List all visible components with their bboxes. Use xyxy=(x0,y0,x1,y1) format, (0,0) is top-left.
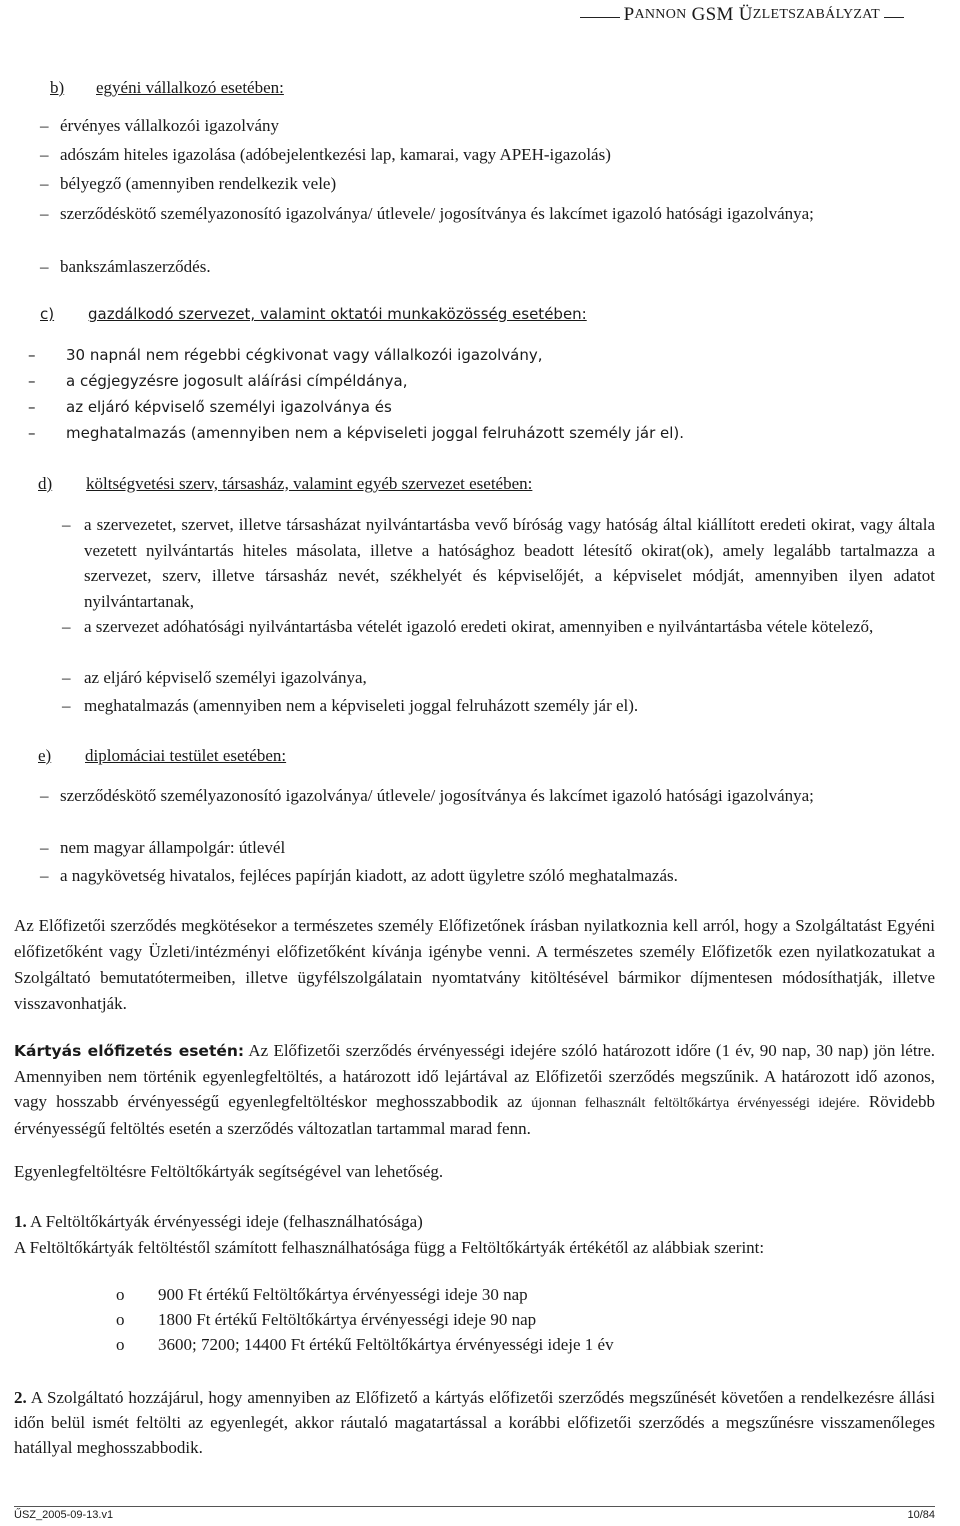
list-item xyxy=(28,421,928,445)
list-item-text: 900 Ft értékű Feltöltőkártya érvényességi ideje 30 nap xyxy=(158,1285,528,1304)
list-item-text: adószám hiteles igazolása (adóbejelentkezési lap, kamarai, vagy APEH-igazolás) xyxy=(60,145,611,164)
dash-marker: – xyxy=(40,257,49,276)
list-item-text: nem magyar állampolgár: útlevél xyxy=(60,838,286,857)
dash-marker: – xyxy=(62,617,71,636)
dash-marker: – xyxy=(28,372,36,390)
header-title-zletszab: ZLETSZABÁLYZAT xyxy=(752,7,880,22)
section-c-label: c) xyxy=(40,305,55,323)
list-item-text: szerződéskötő személyazonosító igazolványa/ útlevele/ jogosítványa és lakcímet igazoló hatósági igazolványa; xyxy=(60,204,814,223)
list-item xyxy=(40,836,935,860)
point-1-text: A Feltöltőkártyák feltöltéstől számított felhasználhatósága függ a Feltöltőkártyák értékétől az alábbiak szerint: xyxy=(14,1238,765,1257)
point-2-text: A Szolgáltató hozzájárul, hogy amennyiben az Előfizető a kártyás előfizetői szerződés megszűnését követően a rendelkezésre állási időn belül ismét feltölti az egyenlegét, akkor ráutaló magatartással a korábbi előfizetői szerződés a megszűnésre visszamenőleges hatállyal meghosszabbodik. xyxy=(14,1388,935,1457)
list-item-text: bankszámlaszerződés. xyxy=(60,257,211,276)
subscriber-declaration-paragraph: Az Előfizetői szerződés megkötésekor a természetes személy Előfizetőnek írásban nyilatkoznia kell arról, hogy a Szolgáltatást Egyéni előfizetőként vagy Üzleti/intézményi előfizetőként kívánja igénybe venni. A természetes személy Előfizetők ezen nyilatkozatukat a Szolgáltató bemutatótermeiben, illetve ügyfélszolgálatain nyomtatvány kitöltésével bármikor díjmentesen módosíthatják, illetve visszavonhatják. xyxy=(14,916,935,1013)
list-item-text: az eljáró képviselő személyi igazolványa és xyxy=(66,398,392,416)
header-title-p: P xyxy=(623,4,635,25)
bullet-marker: o xyxy=(116,1310,125,1329)
bullet-marker: o xyxy=(116,1285,125,1304)
list-item xyxy=(28,369,928,393)
section-e-title: diplomáciai testület esetében: xyxy=(85,746,287,765)
footer-version: ŰSZ_2005-09-13.v1 xyxy=(14,1509,114,1521)
point-1-heading xyxy=(14,1210,935,1234)
section-d-label: d) xyxy=(38,474,53,493)
bullet-marker: o xyxy=(116,1335,125,1354)
header-rule-left xyxy=(580,17,620,18)
dash-marker: – xyxy=(28,424,36,442)
footer-divider xyxy=(14,1506,935,1507)
page-header xyxy=(580,3,904,27)
list-item xyxy=(28,395,928,419)
section-d-title: költségvetési szerv, társasház, valamint egyéb szervezet esetében: xyxy=(86,474,533,493)
header-title-annon: ANNON xyxy=(634,7,687,22)
list-item xyxy=(62,512,935,614)
point-2-paragraph xyxy=(14,1385,935,1460)
validity-list xyxy=(116,1283,614,1358)
list-item xyxy=(40,782,935,809)
list-item-text: meghatalmazás (amennyiben nem a képviseleti joggal felruházott személy jár el). xyxy=(66,424,685,442)
header-title-gsm: GSM xyxy=(686,4,739,25)
list-item xyxy=(62,666,935,690)
list-item-text: meghatalmazás (amennyiben nem a képviseleti joggal felruházott személy jár el). xyxy=(84,696,639,715)
dash-marker: – xyxy=(28,398,36,416)
dash-marker: – xyxy=(62,668,71,687)
dash-marker: – xyxy=(62,696,71,715)
dash-marker: – xyxy=(40,786,49,805)
list-item-text: 1800 Ft értékű Feltöltőkártya érvényességi ideje 90 nap xyxy=(158,1310,537,1329)
list-item-text: szerződéskötő személyazonosító igazolványa/ útlevele/ jogosítványa és lakcímet igazoló hatósági igazolványa; xyxy=(60,786,814,805)
list-item xyxy=(40,172,935,196)
list-item xyxy=(116,1283,614,1308)
footer-page-number: 10/84 xyxy=(907,1509,935,1521)
list-item-text: az eljáró képviselő személyi igazolványa, xyxy=(84,668,367,687)
list-item xyxy=(28,343,928,367)
list-item-text: a szervezetet, szervet, illetve társasházat nyilvántartásba vevő bíróság vagy hatóság által kiállított eredeti okirat, vagy általa vezetett nyilvántartás hiteles másolata, illetve a hatósághoz beadott létesítő okirat(ok), amely legalább tartalmazza a szervezet, szerv, illetve társasház nevét, székhelyét és képviselőjét, a képviselet módját, amennyiben ilyen adatot nyilvántartanak, xyxy=(84,515,935,611)
list-item xyxy=(40,864,935,888)
list-item-text: érvényes vállalkozói igazolvány xyxy=(60,116,280,135)
list-item xyxy=(40,255,935,279)
section-b-label: b) xyxy=(50,78,65,97)
header-title-u: Ü xyxy=(738,4,753,25)
list-item xyxy=(116,1308,614,1333)
list-item xyxy=(62,614,935,640)
prepaid-text-2: Rövidebb érvényességű feltöltés esetén a szerződés változatlan tartammal marad fenn. xyxy=(14,1092,935,1138)
prepaid-subscription-paragraph xyxy=(14,1038,935,1141)
dash-marker: – xyxy=(40,145,49,164)
dash-marker: – xyxy=(40,116,49,135)
section-e-label: e) xyxy=(38,746,52,765)
point-2-number: 2. xyxy=(14,1388,27,1407)
point-1-title: A Feltöltőkártyák érvényességi ideje (felhasználhatósága) xyxy=(26,1212,423,1231)
dash-marker: – xyxy=(40,838,49,857)
section-d-heading xyxy=(38,472,532,496)
list-item-text: 3600; 7200; 14400 Ft értékű Feltöltőkártya érvényességi ideje 1 év xyxy=(158,1335,614,1354)
list-item xyxy=(116,1333,614,1358)
dash-marker: – xyxy=(40,866,49,885)
dash-marker: – xyxy=(40,174,49,193)
prepaid-heading: Kártyás előfizetés esetén: xyxy=(14,1042,245,1060)
list-item xyxy=(40,114,935,138)
section-c-title: gazdálkodó szervezet, valamint oktatói munkaközösség esetében: xyxy=(88,305,587,323)
list-item-text: a szervezet adóhatósági nyilvántartásba vételét igazoló eredeti okirat, amennyiben e nyilvántartásba vétele kötelező, xyxy=(84,617,874,636)
prepaid-text-1: Az Előfizetői szerződés érvényességi idejére szóló határozott időre (1 év, 90 nap, 30 nap) jön létre. Amennyiben nem történik egyenlegfeltöltés, a határozott idő lejártával az Előfizetői szerződés megszűnik. A határozott idő azonos, vagy hosszabb érvényességű egyenlegfeltöltéskor meghosszabbodik az xyxy=(14,1041,935,1111)
list-item-text: a nagykövetség hivatalos, fejléces papírján kiadott, az adott ügyletre szóló meghatalmazás. xyxy=(60,866,678,885)
section-b-heading xyxy=(50,76,284,100)
list-item-text: 30 napnál nem régebbi cégkivonat vagy vállalkozói igazolvány, xyxy=(66,346,543,364)
list-item-text: bélyegző (amennyiben rendelkezik vele) xyxy=(60,174,337,193)
topup-note: Egyenlegfeltöltésre Feltöltőkártyák segítségével van lehetőség. xyxy=(14,1162,444,1181)
list-item-text: a cégjegyzésre jogosult aláírási címpéldánya, xyxy=(66,372,408,390)
header-rule-right xyxy=(884,17,904,18)
section-e-heading xyxy=(38,744,286,768)
dash-marker: – xyxy=(62,515,71,534)
dash-marker: – xyxy=(28,346,36,364)
list-item xyxy=(40,200,935,227)
prepaid-text-small: újonnan felhasznált feltöltőkártya érvényességi idejére. xyxy=(531,1096,860,1111)
list-item xyxy=(40,143,935,167)
dash-marker: – xyxy=(40,204,49,223)
list-item xyxy=(62,694,935,718)
section-c-heading xyxy=(40,302,587,326)
section-b-title: egyéni vállalkozó esetében: xyxy=(96,78,284,97)
point-1-number: 1. xyxy=(14,1212,27,1231)
